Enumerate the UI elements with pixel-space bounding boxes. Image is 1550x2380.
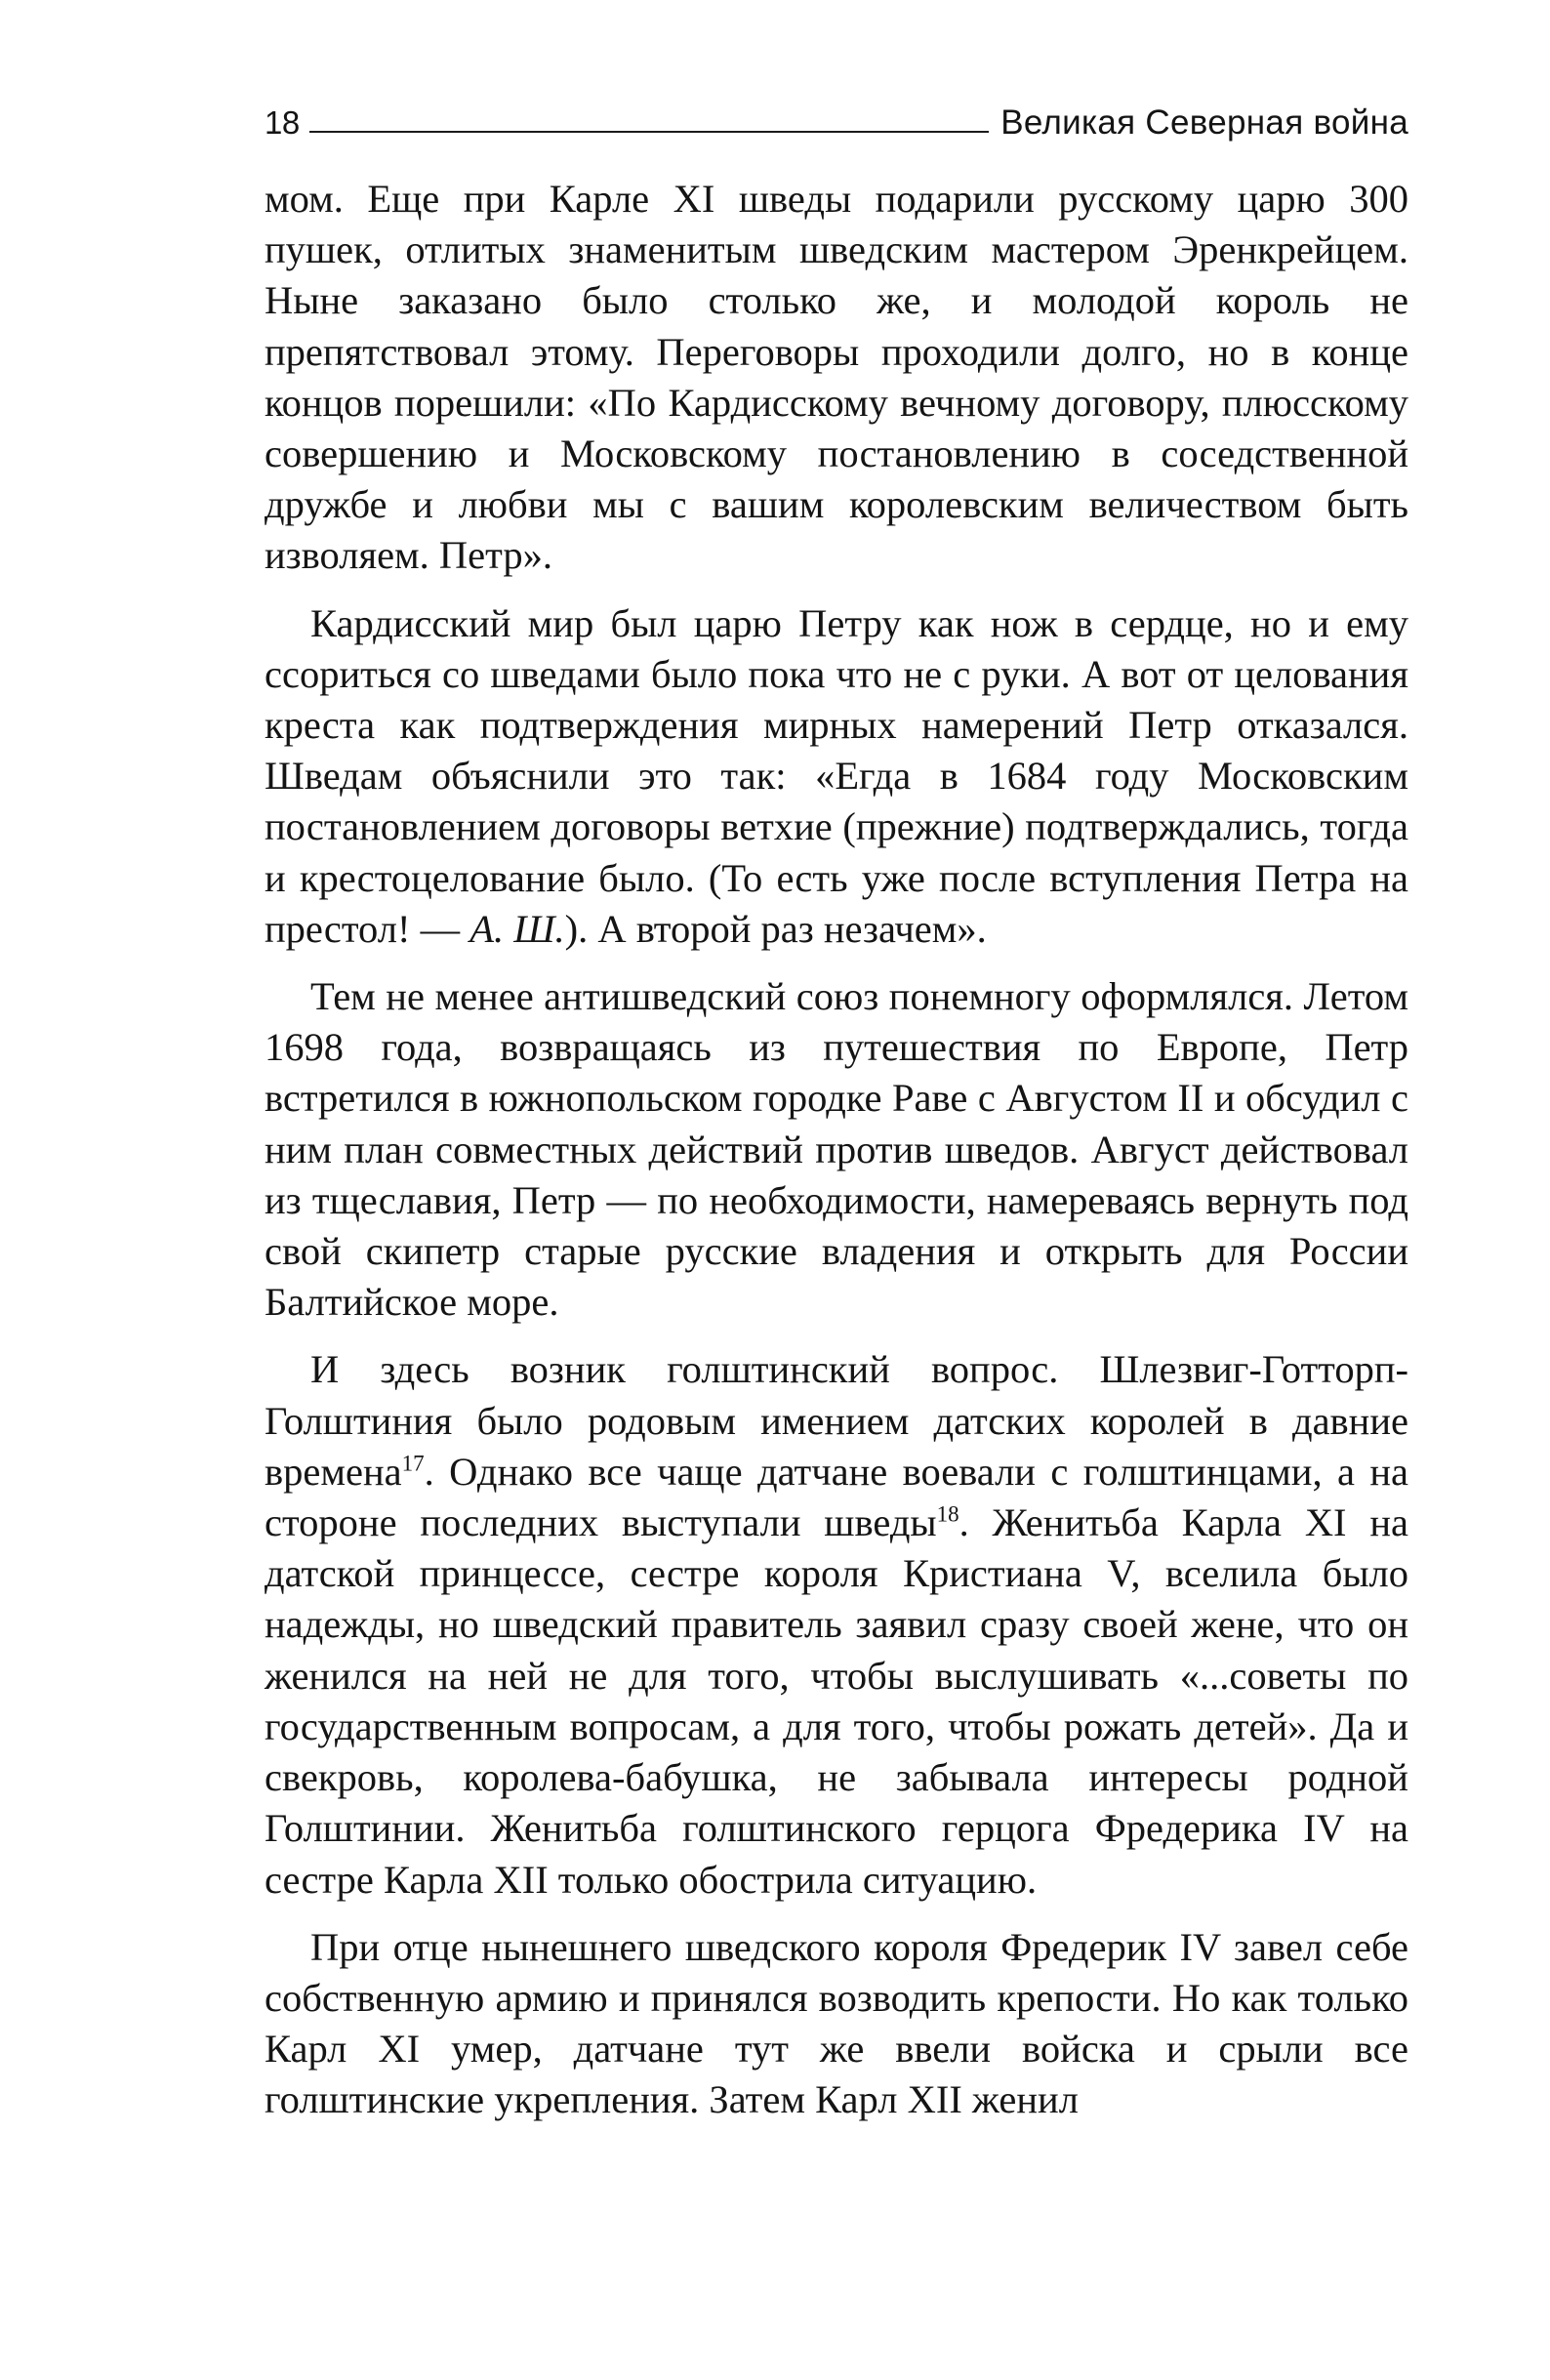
running-title: Великая Северная война [1000,103,1408,142]
text-segment: мом. Еще при Карле XI шведы подарили русскому царю 300 пушек, отлитых знаменитым шведским мастером Эренкрейцем. Ныне заказано было столько же, и молодой король не препятствовал этому. Переговоры проходили долго, но в конце концов порешили: «По Кардисскому вечному договору, плюсскому совершению и Московскому постановлению в соседственной дружбе и любви мы с вашим королевским величеством быть изволяем. Петр». [265,177,1408,578]
text-segment: При отце нынешнего шведского короля Фредерик IV завел себе собственную армию и принялся возводить крепости. Но как только Карл XI умер, датчане тут же ввели войска и срыли все голштинские укрепления. Затем Карл XII женил [265,1924,1408,2122]
text-segment: ). А второй раз незачем». [564,906,987,951]
running-header [265,94,1408,144]
header-rule [309,131,989,133]
text-segment: И здесь возник голштинский вопрос. Шлезвиг-Готторп-Голштиния было родовым имением датских королей в давние времена [265,1347,1408,1494]
paragraph-1 [265,174,1408,582]
paragraph-2 [265,598,1408,955]
text-segment: Кардисский мир был царю Петру как нож в сердце, но и ему ссориться со шведами было пока что не с руки. А вот от целования креста как подтверждения мирных намерений Петр отказался. Шведам объяснили это так: «Егда в 1684 году Московским постановлением договоры ветхие (прежние) подтверждались, тогда и крестоцелование было. (То есть уже после вступления Петра на престол! — [265,600,1408,951]
footnote-marker-17: 17 [401,1451,425,1476]
text-segment: Тем не менее антишведский союз понемногу оформлялся. Летом 1698 года, возвращаясь из путешествия по Европе, Петр встретился в южнопольском городке Раве с Августом II и обсудил с ним план совместных действий против шведов. Август действовал из тщеславия, Петр — по необходимости, намереваясь вернуть под свой скипетр старые русские владения и открыть для России Балтийское море. [265,974,1408,1325]
text-segment: . Женитьба Карла XI на датской принцессе, сестре короля Кристиана V, вселила было надежды, но шведский правитель заявил сразу своей жене, что он женился на ней не для того, чтобы выслушивать «...советы по государственным вопросам, а для того, чтобы рожать детей». Да и свекровь, королева-бабушка, не забывала интересы родной Голштинии. Женитьба голштинского герцога Фредерика IV на сестре Карла XII только обострила ситуацию. [265,1500,1408,1902]
paragraph-4 [265,1344,1408,1905]
paragraph-3 [265,971,1408,1328]
footnote-marker-18: 18 [936,1501,959,1527]
text-segment: . Однако все чаще датчане воевали с голштинцами, а на стороне последних выступали шведы [265,1449,1408,1545]
body-text [265,174,1408,2126]
paragraph-5 [265,1922,1408,2126]
page-number: 18 [265,104,300,141]
author-initials: А. Ш. [469,906,565,951]
